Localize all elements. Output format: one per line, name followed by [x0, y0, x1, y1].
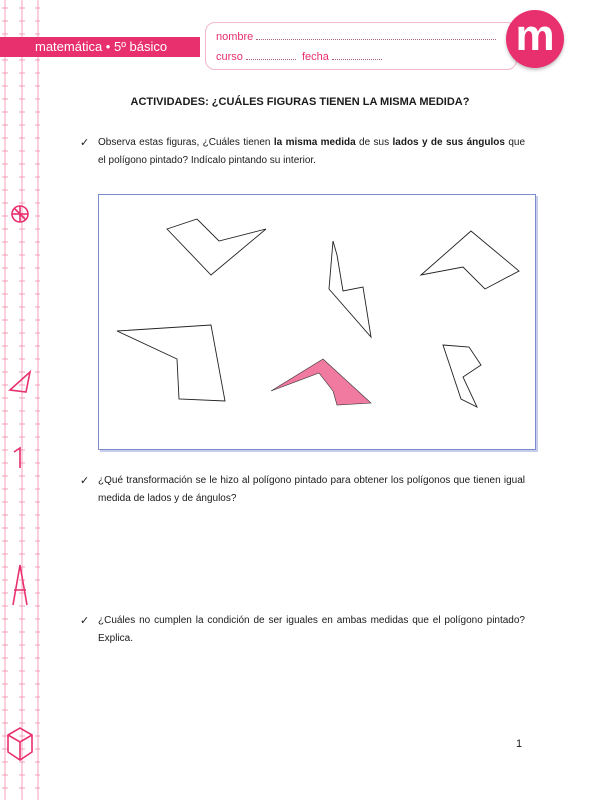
question-3: [80, 612, 525, 648]
date-line: [332, 51, 382, 60]
subject-band: [0, 37, 200, 57]
polygon-2[interactable]: [329, 241, 371, 337]
polygon-5[interactable]: [443, 345, 481, 407]
question-2-text: ¿Qué transformación se le hizo al polígono pintado para obtener los polígonos que tienen igual medida de lados y de ángulos?: [98, 475, 525, 504]
figures-panel: [98, 194, 536, 450]
check-icon: ✓: [80, 137, 90, 149]
brand-logo: m: [506, 10, 564, 68]
question-1-text: Observa estas figuras, ¿Cuáles tienen la misma medida de sus lados y de sus ángulos que el polígono pintado? Indícalo pintando su interior.: [98, 137, 526, 166]
page-number: 1: [516, 738, 523, 750]
polygon-3[interactable]: [421, 231, 519, 289]
compass-icon: [13, 565, 27, 605]
polygons-figure: [99, 195, 535, 449]
name-line: [256, 31, 496, 40]
name-label: nombre: [216, 31, 254, 43]
number-one-icon: [14, 448, 20, 468]
name-field[interactable]: [216, 31, 496, 43]
course-label: curso: [216, 51, 243, 63]
triangle-icon: [10, 372, 30, 392]
course-field[interactable]: [216, 51, 296, 63]
question-2: [80, 472, 525, 508]
polygon-4[interactable]: [117, 325, 225, 401]
date-field[interactable]: [302, 51, 382, 63]
box-icon: [8, 728, 32, 760]
student-info-box: [205, 22, 517, 70]
painted-polygon: [271, 359, 371, 405]
question-1: [80, 134, 525, 170]
check-icon: ✓: [80, 475, 90, 487]
polygon-1[interactable]: [167, 219, 266, 275]
course-line: [246, 51, 296, 60]
margin-decoration: [0, 0, 40, 800]
check-icon: ✓: [80, 615, 90, 627]
date-label: fecha: [302, 51, 329, 63]
question-3-text: ¿Cuáles no cumplen la condición de ser iguales en ambas medidas que el polígono pintado? Explica.: [98, 615, 525, 644]
page-title: ACTIVIDADES: ¿CUÁLES FIGURAS TIENEN LA MISMA MEDIDA?: [130, 96, 470, 108]
subject-label: matemática • 5º básico: [35, 39, 168, 54]
